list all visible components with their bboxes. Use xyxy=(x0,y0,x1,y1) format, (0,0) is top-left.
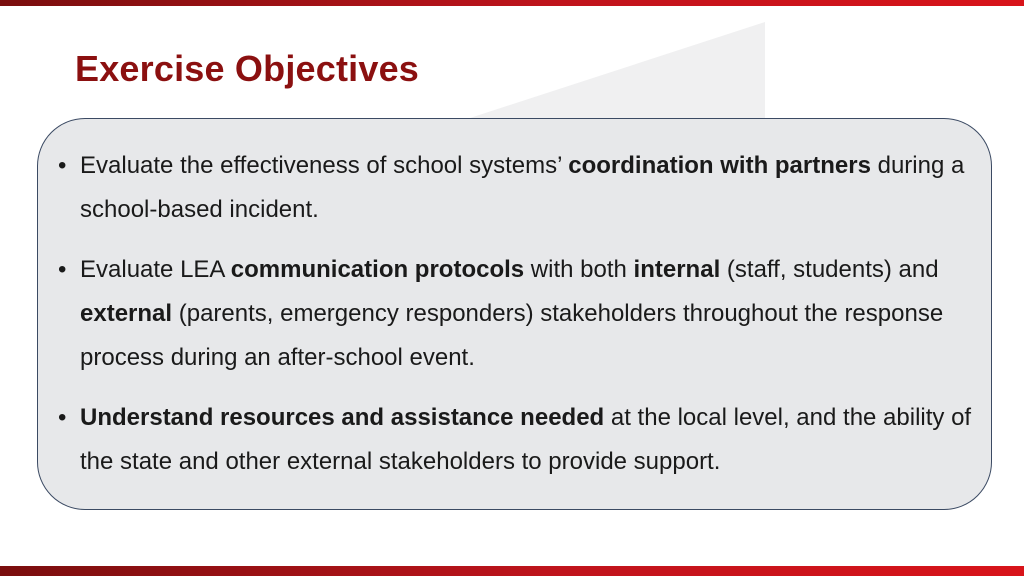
text-segment: at the local level, and the ability of the state and other external stakeholders to provide support. xyxy=(80,404,972,475)
text-segment-bold: external xyxy=(80,300,173,327)
bullet-dot-icon: • xyxy=(58,152,67,179)
text-segment: with both xyxy=(524,256,634,283)
objectives-list xyxy=(58,144,973,500)
text-segment-bold: internal xyxy=(633,256,721,283)
text-segment-bold: coordination with partners xyxy=(568,152,871,179)
objective-text xyxy=(80,152,964,223)
text-segment: (parents, emergency responders) stakeholders throughout the response process during an after-school event. xyxy=(80,300,944,371)
objective-text xyxy=(80,256,943,371)
text-segment: (staff, students) and xyxy=(720,256,939,283)
objectives-box xyxy=(37,118,992,510)
bullet-dot-icon: • xyxy=(58,256,67,283)
text-segment-bold: communication protocols xyxy=(230,256,525,283)
bullet-dot-icon: • xyxy=(58,404,67,431)
objective-item xyxy=(58,144,973,232)
objective-item xyxy=(58,396,973,484)
text-segment: Evaluate the effectiveness of school systems’ xyxy=(80,152,569,179)
objective-item xyxy=(58,248,973,380)
slide-title: Exercise Objectives xyxy=(75,48,420,89)
text-segment: Evaluate LEA xyxy=(80,256,231,283)
objective-text xyxy=(80,404,971,475)
text-segment-bold: Understand resources and assistance needed xyxy=(80,404,605,431)
text-segment: during a school-based incident. xyxy=(80,152,965,223)
bottom-accent-bar xyxy=(0,566,1024,576)
